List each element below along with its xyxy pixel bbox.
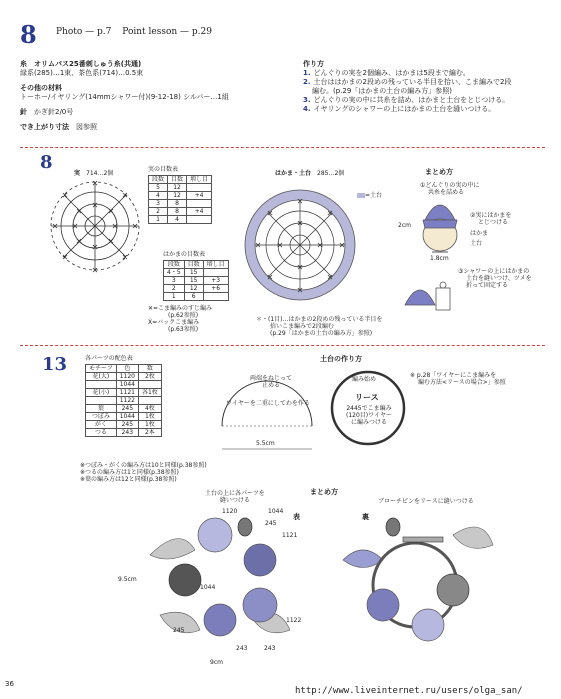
svg-text:✕: ✕: [91, 243, 99, 252]
svg-text:✕: ✕: [326, 273, 334, 282]
matome-title-13: まとめ方: [310, 488, 338, 496]
label-dodai: 土台: [470, 240, 483, 247]
svg-text:✕: ✕: [296, 263, 304, 272]
table-row: 3 15 +3: [164, 277, 229, 285]
materials-block: [20, 60, 290, 132]
table-row: 花(小) 1121 各1枚: [86, 389, 162, 397]
howto-step: 4. イヤリングのシャワーの上にはかまの土台を縫いつける。: [303, 105, 496, 113]
dodai-note: ＊・(1目)…はかまの2段めの残っている半目を 拾いこま編みで2段編む (p.29「はかまの土台の編み方」参照): [256, 316, 383, 337]
dodai-legend: =土台: [357, 192, 382, 199]
yarn-title: 糸 オリムパス25番刺しゅう糸(共通): [20, 60, 142, 68]
size-line: [20, 123, 290, 132]
table-row: 花(大) 1120 2枚: [86, 373, 162, 381]
svg-text:✕: ✕: [91, 266, 99, 273]
lbl-1044b: 1044: [200, 584, 216, 591]
back-note: ブローチピンをリースに縫いつける: [378, 498, 474, 505]
other-materials-detail: トーホー/イヤリング(14mmシャワー付)(9-12-18) シルバー…1組: [20, 93, 229, 101]
back-label: 裏: [362, 513, 369, 521]
wreath-title: リース: [355, 393, 379, 402]
table-row: 4・5 15: [164, 269, 229, 277]
needle-line: [20, 108, 290, 117]
figure-8-label: 8: [40, 152, 53, 173]
mi-count-table: [148, 175, 212, 224]
divider: [20, 147, 545, 148]
howto-step: 1. どんぐりの実を2個編み、はかまは5段まで編む。: [303, 69, 470, 77]
svg-text:✕: ✕: [296, 219, 304, 228]
size-label: でき上がり寸法: [20, 123, 69, 131]
table-header-row: 段数 目数 増し目: [149, 176, 212, 184]
table-row: 葉 245 4枚: [86, 405, 162, 413]
svg-text:✕: ✕: [131, 222, 139, 231]
table-header-row: モチーフ 色 数: [86, 365, 162, 373]
watermark-url: http://www.liveinternet.ru/users/olga_san/: [295, 686, 523, 696]
svg-text:✕: ✕: [61, 253, 69, 262]
svg-text:✕: ✕: [91, 179, 99, 188]
svg-text:✕: ✕: [107, 237, 115, 246]
ring-mid-note: ワイヤーを二重にしてわを作る: [226, 400, 310, 407]
table-row: 2 12 +6: [164, 285, 229, 293]
yarn-detail: 緑系(285)…1束、茶色系(714)…0.5束: [20, 69, 144, 77]
photo-ref: Photo — p.7: [56, 27, 112, 37]
table-row: 5 12: [149, 184, 212, 192]
svg-text:✕: ✕: [266, 209, 274, 218]
lbl-245a: 245: [265, 520, 277, 527]
stitch-legend: ✕=こま編みのすじ編み (p.62参照) Ẋ=バックこま編み (p.63参照): [148, 305, 213, 333]
lbl-243a: 243: [236, 645, 248, 652]
lbl-1044a: 1044: [268, 508, 284, 515]
dim-18cm: 1.8cm: [430, 255, 449, 262]
svg-text:✕: ✕: [266, 273, 274, 282]
page-number: 36: [5, 680, 14, 688]
hakama-title: はかま・土台 285…2個: [275, 170, 345, 177]
dodai-title: 土台の作り方: [320, 355, 362, 363]
earring-illustration: [400, 270, 460, 320]
front-note: 土台の上に各パーツを 縫いつける: [205, 490, 265, 504]
mi-stitch-diagram: [45, 178, 145, 273]
label-hakama: はかま: [470, 230, 489, 237]
front-label: 表: [293, 513, 300, 521]
svg-text:✕: ✕: [121, 253, 129, 262]
size-value: 図参照: [76, 123, 97, 131]
svg-text:✕: ✕: [107, 207, 115, 216]
table-row: 1 4: [149, 216, 212, 224]
matome-note-3: ③シャワーの上にはかまの 土台を縫いつけ、ツメを 折って固定する: [458, 268, 532, 289]
dim-9cm: 9cm: [210, 659, 223, 666]
howto-step: 2. 土台ははかまの2段めの残っている半目を拾い、こま編みで2段: [303, 78, 512, 86]
wreath-front-illustration: [140, 505, 305, 655]
pattern-number: 8: [20, 20, 37, 49]
svg-text:✕: ✕: [316, 241, 324, 250]
other-materials-title: その他の材料: [20, 84, 62, 92]
svg-text:✕: ✕: [296, 286, 304, 295]
hakama-table-title: はかまの目数表: [163, 251, 206, 258]
wreath-note: ※ p.28「ワイヤーにこま編みを 編む方法<リースの場合>」参照: [410, 372, 506, 386]
svg-text:✕: ✕: [121, 191, 129, 200]
svg-text:✕: ✕: [338, 241, 346, 250]
lesson-ref: Point lesson — p.29: [122, 27, 212, 37]
wreath-start: 編み始め: [352, 376, 377, 383]
table-row: 2 8 +4: [149, 208, 212, 216]
svg-text:✕: ✕: [75, 207, 83, 216]
table-row: 1122: [86, 397, 162, 405]
needle-value: かぎ針2/0号: [34, 108, 74, 116]
table-row: がく 245 1枚: [86, 421, 162, 429]
matome-title-8: まとめ方: [425, 168, 453, 176]
svg-text:✕: ✕: [51, 222, 59, 231]
svg-text:✕: ✕: [111, 222, 119, 231]
table-row: 3 8: [149, 200, 212, 208]
wreath-back-illustration: [333, 505, 498, 655]
lbl-1121: 1121: [282, 532, 298, 539]
hakama-count-table: [163, 260, 229, 301]
wreath-desc: 2445でこま編み (120目)ワイヤー に編みつける: [346, 405, 392, 426]
table-row: つぼみ 1044 1枚: [86, 413, 162, 421]
howto-title: 作り方: [303, 60, 324, 68]
table-row: つる 243 2本: [86, 429, 162, 437]
matome-note-1: ①どんぐりの実の中に 共糸を詰める: [420, 182, 480, 196]
hakama-stitch-diagram: [240, 180, 360, 310]
ring-top-note: 両端をねじって 止める: [250, 375, 293, 389]
acorn-illustration: [410, 190, 470, 260]
howto-block: [303, 60, 553, 114]
dim-9-5cm: 9.5cm: [118, 576, 137, 583]
lbl-1122: 1122: [286, 617, 302, 624]
svg-text:✕: ✕: [296, 197, 304, 206]
color-table-title: 各パーツの配色表: [85, 355, 133, 362]
figure-13-label: 13: [42, 354, 68, 375]
svg-text:✕: ✕: [326, 209, 334, 218]
svg-text:✕: ✕: [61, 191, 69, 200]
table-row: 1044: [86, 381, 162, 389]
mi-title: 実 714…2個: [74, 170, 114, 177]
svg-text:✕: ✕: [91, 201, 99, 210]
lbl-243b: 243: [264, 645, 276, 652]
howto-step: 3. どんぐりの実の中に共糸を詰め、はかまと土台をとじつける。: [303, 96, 510, 104]
color-table: [85, 364, 162, 437]
page-refs: [56, 27, 212, 37]
lbl-245b: 245: [173, 627, 185, 634]
table-row: 4 12 +4: [149, 192, 212, 200]
mi-table-title: 実の目数表: [148, 166, 179, 173]
matome-note-2: ②実にはかまを とじつける: [470, 212, 512, 226]
table-header-row: 段数 目数 増し目: [164, 261, 229, 269]
table-row: 1 6: [164, 293, 229, 301]
divider: [20, 345, 545, 346]
needle-label: 針: [20, 108, 27, 116]
dim-2cm: 2cm: [398, 222, 411, 229]
svg-text:✕: ✕: [71, 222, 79, 231]
svg-text:✕: ✕: [254, 241, 262, 250]
svg-text:✕: ✕: [75, 237, 83, 246]
lbl-1120: 1120: [222, 508, 238, 515]
fig13-notes: ※つぼみ・がくの編み方は10と同様(p.38参照) ※つるの編み方は1と同様(p.38参照) ※葉の編み方は12と同様(p.38参照): [80, 462, 207, 483]
ring-dim: 5.5cm: [256, 440, 275, 447]
svg-text:✕: ✕: [276, 241, 284, 250]
howto-step: 編む。(p.29「はかまの土台の編み方」参照): [312, 87, 453, 95]
